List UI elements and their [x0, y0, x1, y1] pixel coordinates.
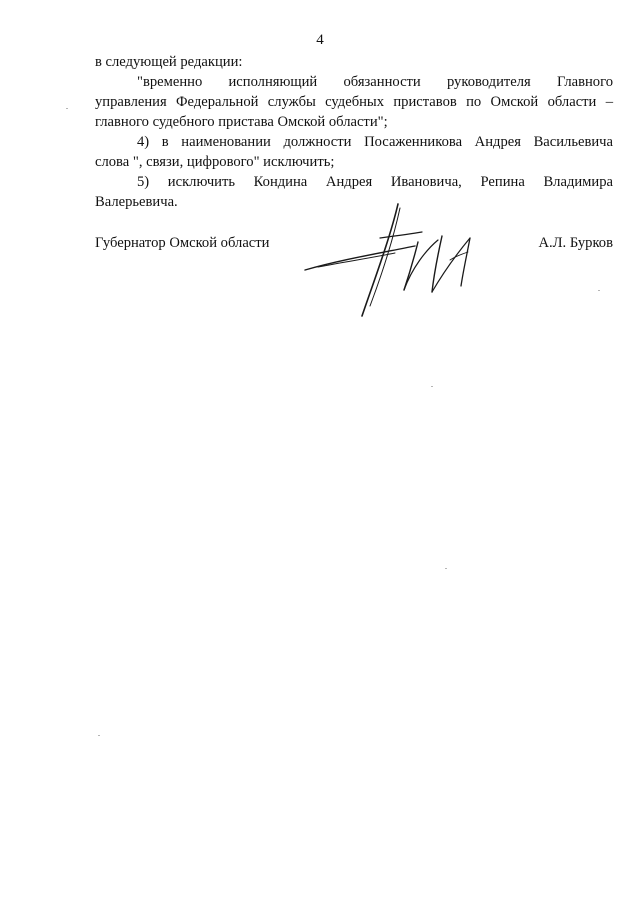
- paragraph: [95, 72, 613, 132]
- paragraph: [95, 132, 613, 172]
- page-number: 4: [316, 32, 324, 48]
- text-line: 4) в наименовании должности Посаженникова Андрея Васильевича: [137, 134, 613, 150]
- text-line: в следующей редакции:: [95, 54, 243, 70]
- signer-title: Губернатор Омской области: [95, 235, 270, 251]
- handwritten-signature: [300, 198, 505, 323]
- scan-speck: [445, 568, 447, 569]
- text-line: управления Федеральной службы судебных приставов по Омской области –: [95, 94, 613, 110]
- text-line: слова ", связи, цифрового" исключить;: [95, 154, 335, 170]
- text-line: 5) исключить Кондина Андрея Ивановича, Репина Владимира: [137, 174, 613, 190]
- text-line: "временно исполняющий обязанности руководителя Главного: [137, 74, 613, 90]
- signer-name: А.Л. Бурков: [538, 235, 613, 251]
- paragraph: [95, 52, 613, 72]
- text-line: Валерьевича.: [95, 194, 178, 210]
- scan-speck: [431, 386, 433, 387]
- scan-speck: [98, 735, 100, 736]
- text-line: главного судебного пристава Омской области";: [95, 114, 388, 130]
- scan-speck: [66, 108, 68, 109]
- scan-speck: [598, 290, 600, 291]
- document-body: [95, 52, 613, 212]
